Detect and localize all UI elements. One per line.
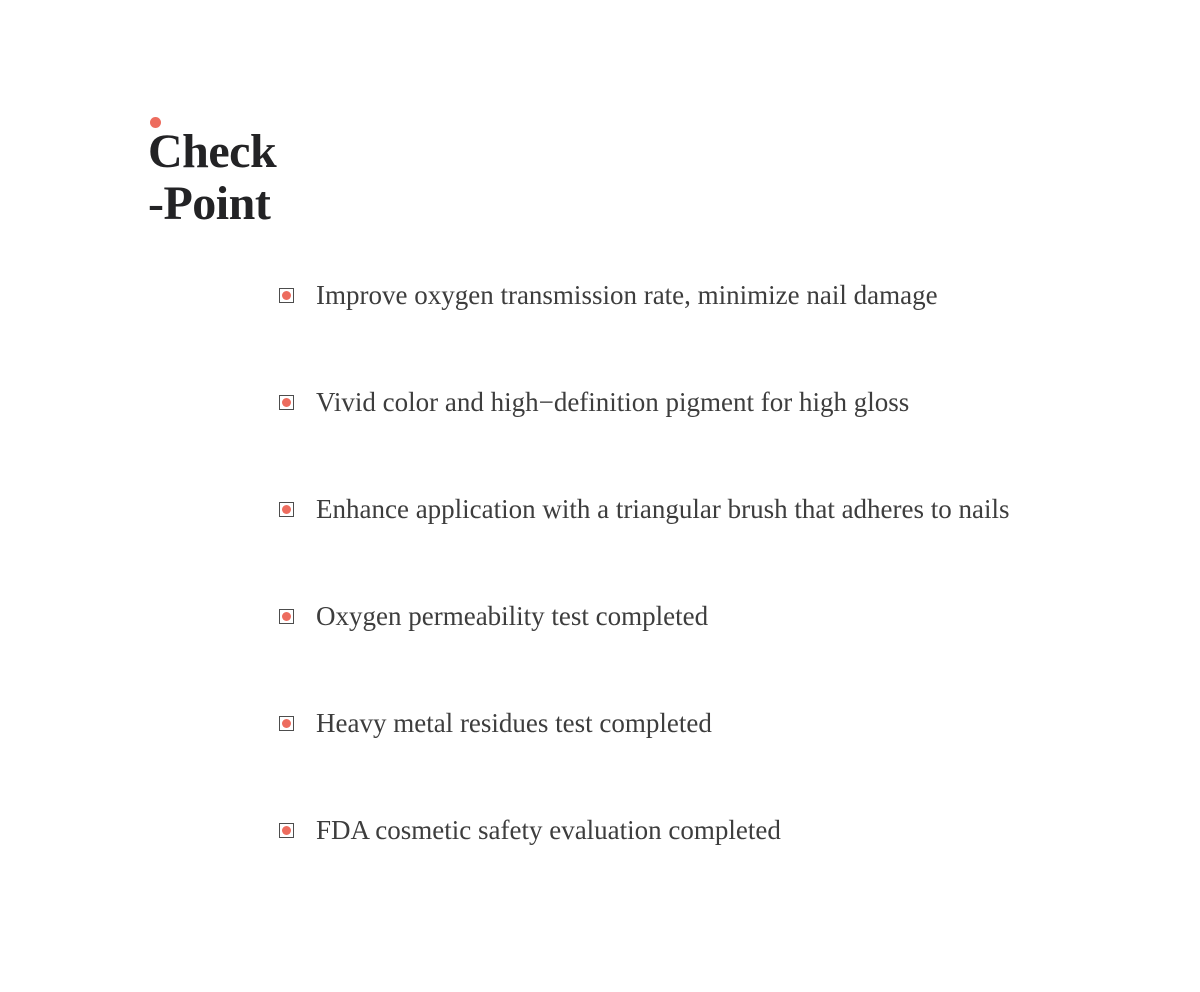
bullet-dot-icon xyxy=(282,826,291,835)
checkbox-bullet-icon xyxy=(279,716,294,731)
checkbox-bullet-icon xyxy=(279,395,294,410)
bullet-dot-icon xyxy=(282,291,291,300)
bullet-dot-icon xyxy=(282,398,291,407)
page-title xyxy=(148,126,276,230)
list-item xyxy=(279,280,1010,310)
checkbox-bullet-icon xyxy=(279,288,294,303)
bullet-dot-icon xyxy=(282,719,291,728)
list-item xyxy=(279,494,1010,524)
check-item-label: Heavy metal residues test completed xyxy=(316,708,712,738)
check-item-label: FDA cosmetic safety evaluation completed xyxy=(316,815,781,845)
list-item xyxy=(279,601,1010,631)
list-item xyxy=(279,815,1010,845)
bullet-dot-icon xyxy=(282,505,291,514)
check-item-label: Oxygen permeability test completed xyxy=(316,601,709,631)
bullet-dot-icon xyxy=(282,612,291,621)
check-item-label: Vivid color and high−definition pigment for high gloss xyxy=(316,387,910,417)
page-title-line-1: Check xyxy=(148,125,277,178)
list-item xyxy=(279,387,1010,417)
checkpoint-list xyxy=(279,280,1010,845)
check-item-label: Enhance application with a triangular brush that adheres to nails xyxy=(316,494,1010,524)
checkbox-bullet-icon xyxy=(279,823,294,838)
page-title-line-2: -Point xyxy=(148,177,271,230)
check-item-label: Improve oxygen transmission rate, minimize nail damage xyxy=(316,280,938,310)
list-item xyxy=(279,708,1010,738)
checkbox-bullet-icon xyxy=(279,609,294,624)
checkbox-bullet-icon xyxy=(279,502,294,517)
